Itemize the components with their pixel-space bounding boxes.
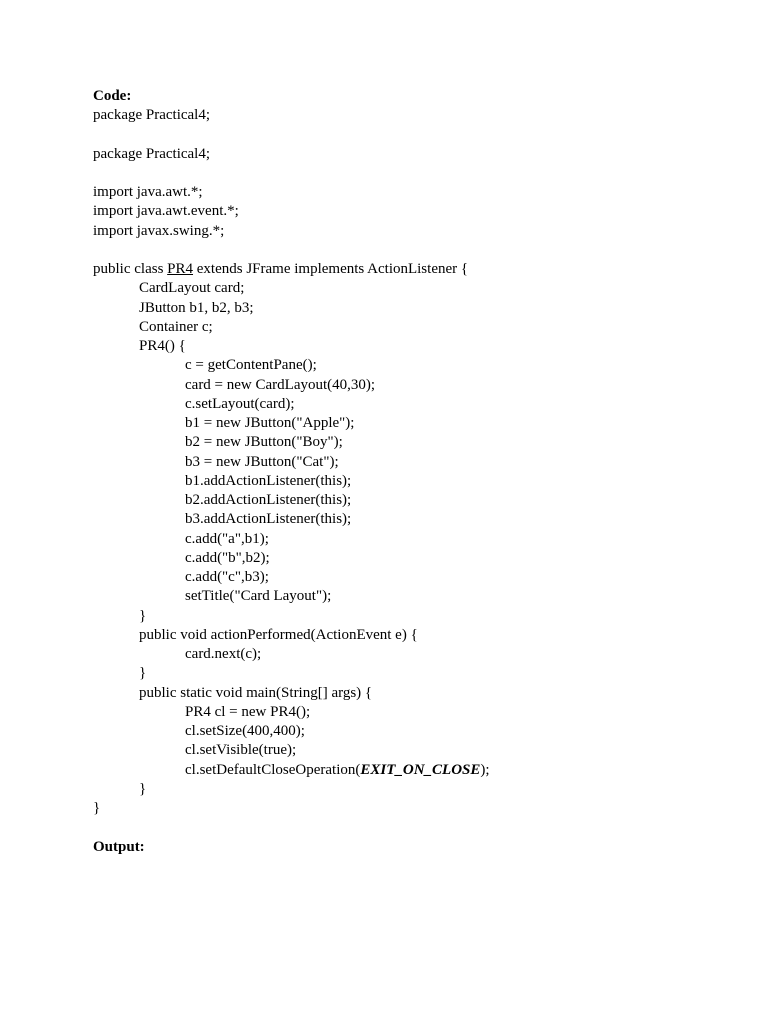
- code-line-field-card: CardLayout card;: [139, 280, 245, 296]
- code-line-main-close: }: [139, 781, 147, 797]
- output-heading: Output:: [93, 839, 145, 855]
- code-line-set-size: cl.setSize(400,400);: [185, 723, 305, 739]
- code-line-default-close: [185, 761, 490, 780]
- code-line-card-next: card.next(c);: [185, 646, 262, 662]
- code-line-field-container: Container c;: [139, 319, 213, 335]
- exit-on-close-constant: EXIT_ON_CLOSE: [360, 762, 481, 778]
- class-name-underlined: PR4: [167, 261, 194, 277]
- code-line-b1-new: b1 = new JButton("Apple");: [185, 415, 355, 431]
- code-line-constructor-close: }: [139, 608, 147, 624]
- code-line-add-a: c.add("a",b1);: [185, 531, 269, 547]
- code-line-action-close: }: [139, 665, 147, 681]
- code-line-b1-listener: b1.addActionListener(this);: [185, 473, 352, 489]
- code-line-import-awt-event: import java.awt.event.*;: [93, 203, 239, 219]
- class-extends-text: extends JFrame implements ActionListener {: [193, 261, 469, 277]
- code-line-new-cardlayout: card = new CardLayout(40,30);: [185, 377, 376, 393]
- code-line-import-awt: import java.awt.*;: [93, 184, 203, 200]
- code-line-b3-new: b3 = new JButton("Cat");: [185, 454, 339, 470]
- code-line-class-declaration: [93, 260, 468, 279]
- code-line-constructor: PR4() {: [139, 338, 186, 354]
- code-line-set-visible: cl.setVisible(true);: [185, 742, 297, 758]
- code-line-get-content-pane: c = getContentPane();: [185, 357, 317, 373]
- code-heading: Code:: [93, 88, 132, 104]
- code-line-class-close: }: [93, 800, 101, 816]
- code-line-set-layout: c.setLayout(card);: [185, 396, 295, 412]
- code-line-import-swing: import javax.swing.*;: [93, 223, 225, 239]
- code-line-b2-listener: b2.addActionListener(this);: [185, 492, 352, 508]
- code-line-package-2: package Practical4;: [93, 146, 211, 162]
- code-line-set-title: setTitle("Card Layout");: [185, 588, 332, 604]
- code-line-action-performed: public void actionPerformed(ActionEvent e) {: [139, 627, 418, 643]
- code-line-new-pr4: PR4 cl = new PR4();: [185, 704, 311, 720]
- class-keyword-text: public class: [93, 261, 168, 277]
- code-line-package-1: package Practical4;: [93, 107, 211, 123]
- default-close-call-text: cl.setDefaultCloseOperation(: [185, 762, 361, 778]
- code-line-b3-listener: b3.addActionListener(this);: [185, 511, 352, 527]
- code-line-add-b: c.add("b",b2);: [185, 550, 270, 566]
- code-line-b2-new: b2 = new JButton("Boy");: [185, 434, 343, 450]
- default-close-end-text: );: [480, 762, 490, 778]
- code-line-main: public static void main(String[] args) {: [139, 685, 373, 701]
- code-line-add-c: c.add("c",b3);: [185, 569, 269, 585]
- code-line-field-buttons: JButton b1, b2, b3;: [139, 300, 254, 316]
